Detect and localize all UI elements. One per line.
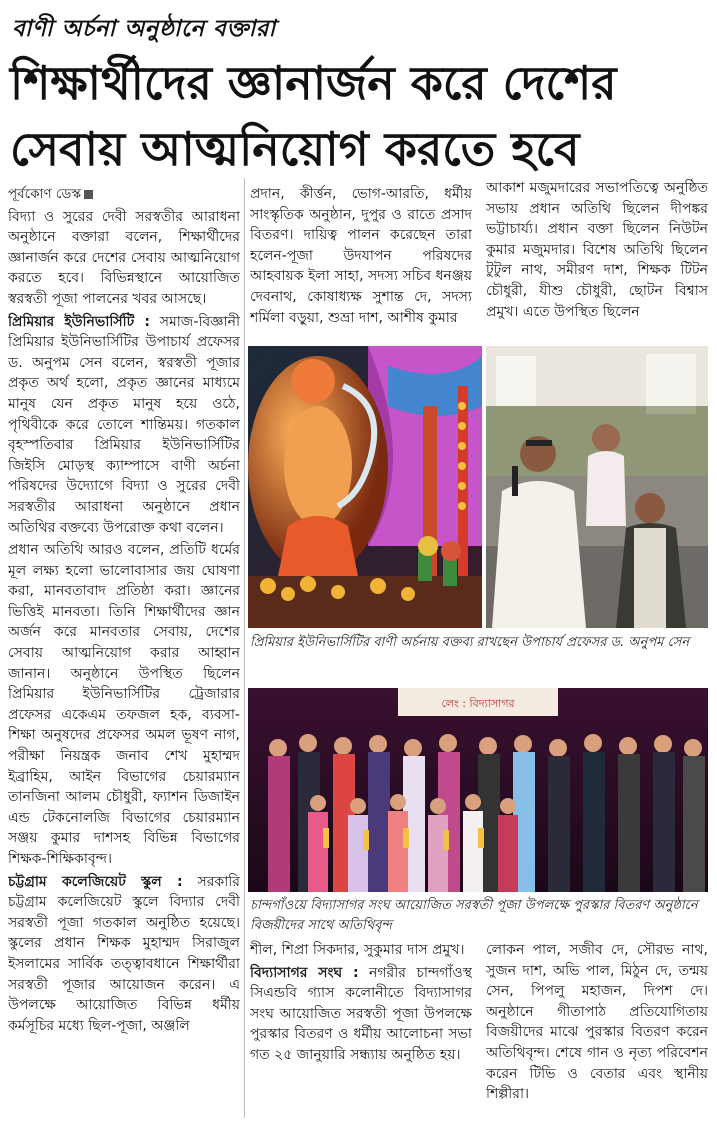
dateline-text: পূর্বকোণ ডেস্ক xyxy=(8,186,82,202)
subhead: চট্টগ্রাম কলেজিয়েট স্কুল : xyxy=(8,873,183,890)
paragraph xyxy=(8,872,240,1037)
paragraph: প্রধান অতিথি আরও বলেন, প্রতিটি ধর্মের মূল লক্ষ্য হলো ভালোবাসার জয় ঘোষণা করা, মানবতাবাদ প্রতিষ্ঠা করা। জ্ঞানের ভিত্তিই মানবতা। তিনি শিক্ষার্থীদের জ্ঞান অর্জন করে মানবতার সেবায়, দেশের সেবায় আত্মনিয়োগ করার আহ্বান জানান। অনুষ্ঠানে উপস্থিত ছিলেন প্রিমিয়ার ইউনিভার্সিটির ট্রেজারার প্রফেসর একেএম তফজল হক, ব্যবসা-শিক্ষা অনুষদের প্রফেসর অমল ভূষণ নাগ, পরীক্ষা নিয়ন্ত্রক জনাব শেখ মুহাম্মদ ইব্রাহিম, আইন বিভাগের চেয়ারম্যান তানজিনা আলম চৌধুরী, ফ্যাশন ডিজাইন এন্ড টেকনোলজি বিভাগের চেয়ারম্যান সঞ্জয় কুমার দাশসহ বিভিন্ন বিভাগের শিক্ষক-শিক্ষিকাবৃন্দ। xyxy=(8,542,240,867)
puja-stage-illustration xyxy=(248,346,482,628)
paragraph: বিদ্যা ও সুরের দেবী সরস্বতীর আরাধনা অনুষ্ঠানে বক্তারা বলেন, শিক্ষার্থীদের জ্ঞানার্জন করে দেশের সেবায় আত্মনিয়োগ করতে হবে। বিভিন্নস্থানে আয়োজিত স্বরস্বতী পূজা পালনের খবর আসছে। xyxy=(8,208,240,307)
article-column-3-bottom xyxy=(486,940,708,1118)
kicker: বাণী অর্চনা অনুষ্ঠানে বক্তারা xyxy=(12,16,276,42)
article-column-1 xyxy=(8,184,240,1118)
article-column-3-top xyxy=(486,178,708,334)
paragraph: আকাশ মজুমদারের সভাপতিত্বে অনুষ্ঠিত সভায় প্রধান অতিথি ছিলেন দীপঙ্কর ভট্টাচার্য্য। প্রধান বক্তা ছিলেন নিউটন কুমার মজুমদার। বিশেষ অতিথি ছিলেন টুটুল নাথ, সমীরণ দাশ, শিক্ষক টিটন চৌধুরী, যীশু চৌধুরী, ছোটন বিশ্বাস প্রমুখ। এতে উপস্থিত ছিলেন xyxy=(486,180,708,320)
dateline xyxy=(8,184,240,205)
paragraph xyxy=(8,312,240,539)
article-column-2-bottom xyxy=(250,940,472,1118)
paragraph: প্রদান, কীর্ত্তন, ভোগ-আরতি, ধর্মীয় সাংস্কৃতিক অনুষ্ঠান, দুপুর ও রাতে প্রসাদ বিতরণ। দায়িত্ব পালন করেছেন তারা হলেন-পূজা উদযাপন পরিষদের আহবায়ক ইলা সাহা, সদস্য সচিব ধনঞ্জয় দেবনাথ, কোষাধ্যক্ষ সুশান্ত দে, সদস্য শর্মিলা বড়ুয়া, শুভ্রা দাশ, আশীষ কুমার xyxy=(250,186,472,326)
event-banner-text: লেং : বিদ্যাসাগর xyxy=(441,697,515,710)
paragraph-text: নগরীর চান্দগাঁওস্থ সিএন্ডবি গ্যাস কলোনীতে বিদ্যাসাগর সংঘ আয়োজিত সরস্বতী পূজা উপলক্ষে পুরস্কার বিতরণ ও ধর্মীয় আলোচনা সভা গত ২৫ জানুয়ারি সন্ধ্যায় অনুষ্ঠিত হয়। xyxy=(250,964,472,1063)
paragraph: লোকন পাল, সজীব দে, সৌরভ নাথ, সুজন দাশ, অভি পাল, মিঠুন দে, তন্ময় সেন, পিপলু মহাজন, দিপশ দে। অনুষ্ঠানে গীতাপাঠ প্রতিযোগিতায় বিজয়ীদের মাঝে পুরস্কার বিতরণ করেন অতিথিবৃন্দ। শেষে গান ও নৃত্য পরিবেশন করেন টিভি ও বেতার এবং স্থানীয় শিল্পীরা। xyxy=(486,942,708,1103)
paragraph xyxy=(250,963,472,1066)
subhead: বিদ্যাসাগর সংঘ : xyxy=(250,964,359,981)
photo-caption-2: চান্দগাঁওয়ে বিদ্যাসাগর সংঘ আয়োজিত সরস্বতী পূজা উপলক্ষে পুরস্কার বিতরণ অনুষ্ঠানে বিজয়ীদের সাথে অতিথিবৃন্দ xyxy=(250,898,698,933)
square-marker-icon xyxy=(84,190,93,199)
photo-award-group xyxy=(248,688,708,892)
photo-speaker xyxy=(486,346,708,628)
headline: শিক্ষার্থীদের জ্ঞানার্জন করে দেশের সেবায় আত্মনিয়োগ করতে হবে xyxy=(10,56,617,176)
speaker-illustration xyxy=(486,346,708,628)
article-column-2-top xyxy=(250,184,472,334)
paragraph: শীল, শিপ্রা সিকদার, সুকুমার দাস প্রমুখ। xyxy=(250,942,465,958)
paragraph-text: সরকারি চট্টগ্রাম কলেজিয়েট স্কুলে বিদ্যার দেবী সরস্বতী পূজা গতকাল অনুষ্ঠিত হয়েছে। স্কুলের প্রধান শিক্ষক মুহাম্মদ সিরাজুল ইসলামের সার্বিক তত্ত্বাবধানে শিক্ষার্থীরা সরস্বতী পূজার আয়োজন করেন। এ উপলক্ষে আয়োজিত বিভিন্ন ধর্মীয় কর্মসূচির মধ্যে ছিল-পূজা, অঞ্জলি xyxy=(8,873,240,1034)
award-group-illustration xyxy=(248,688,708,892)
photo-caption-1: প্রিমিয়ার ইউনিভার্সিটির বাণী অর্চনায় বক্তব্য রাখছেন উপাচার্য প্রফেসর ড. অনুপম সেন xyxy=(250,635,690,650)
column-divider xyxy=(244,178,245,1118)
photo-puja-stage xyxy=(248,346,482,628)
subhead: প্রিমিয়ার ইউনিভার্সিটি : xyxy=(8,313,151,330)
paragraph-text: সমাজ-বিজ্ঞানী প্রিমিয়ার ইউনিভার্সিটির উপাচার্য প্রফেসর ড. অনুপম সেন বলেন, স্বরস্বতী পূজার প্রকৃত অর্থ হলো, প্রকৃত জ্ঞানের মাধ্যমে মানুষ যেন প্রকৃত মানুষ হয়ে ওঠে, পৃথিবীকে করে তোলে শান্তিময়। গতকাল বৃহস্পতিবার প্রিমিয়ার ইউনিভার্সিটির জিইসি মোড়স্থ ক্যাম্পাসে বাণী অর্চনা পরিষদের উদ্যোগে বিদ্যা ও সুরের দেবী সরস্বতীর আরাধনা অনুষ্ঠানে প্রধান অতিথির বক্তব্যে উপরোক্ত কথা বলেন। xyxy=(8,313,240,536)
